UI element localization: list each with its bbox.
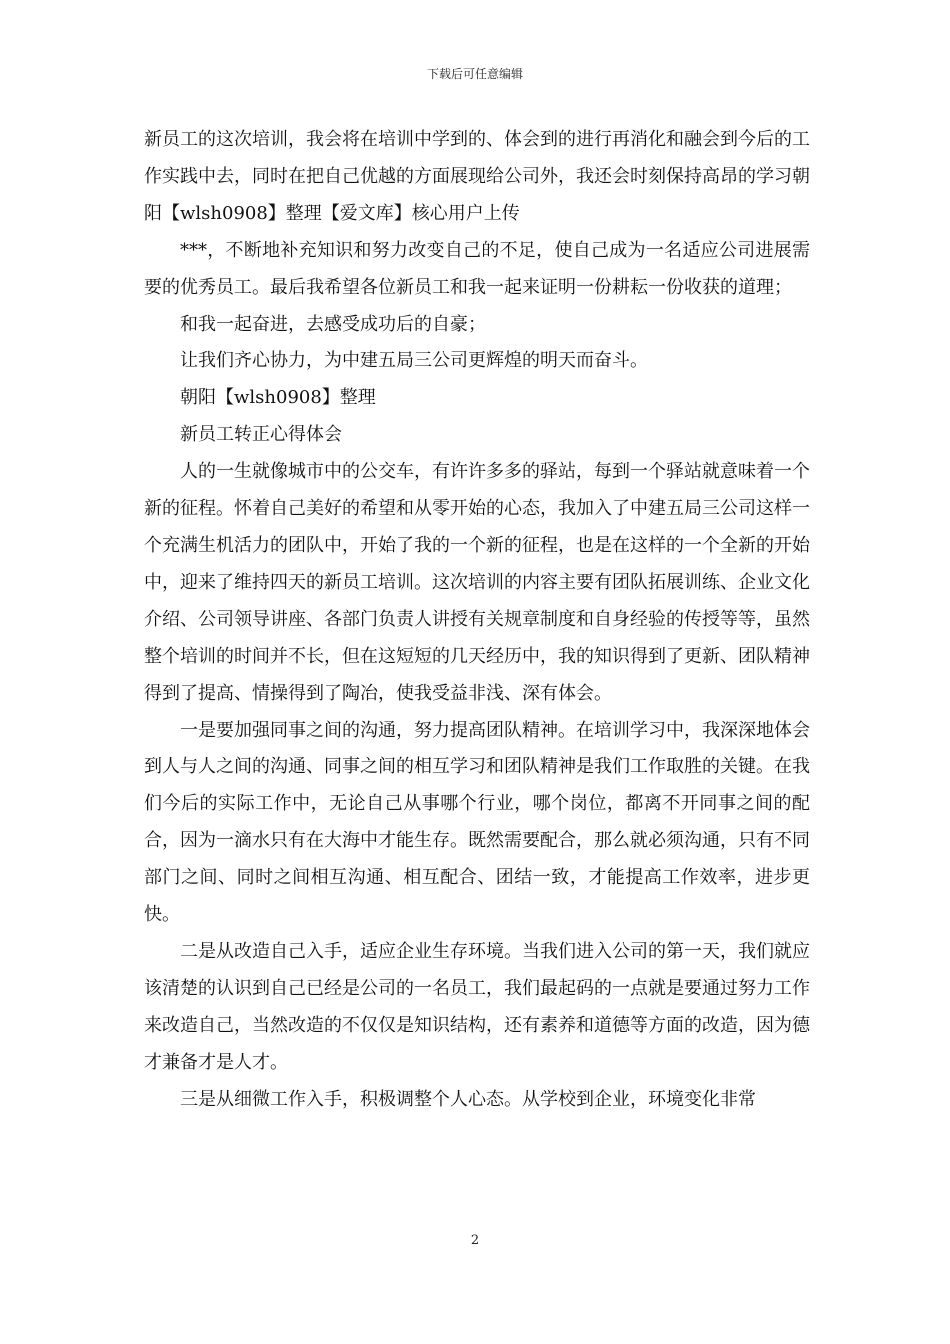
section-title: 新员工转正心得体会 [180, 424, 342, 446]
paragraph-9: 二是从改造自己入手，适应企业生存环境。当我们进入公司的第一天，我们就应该清楚的认识到自己已经是公司的一名员工，我们最起码的一点就是要通过努力工作来改造自己，当然改造的不仅仅是知识结构，还有素养和道德等方面的改造，因为德才兼备才是人才。 [144, 940, 810, 1073]
paragraph-1: 新员工的这次培训，我会将在培训中学到的、体会到的进行再消化和融会到今后的工作实践中去，同时在把自己优越的方面展现给公司外，我还会时刻保持高昂的学习朝阳【wlsh0908】整理【爱文库】核心用户上传 [144, 129, 810, 224]
document-body [144, 122, 810, 1118]
paragraph-10: 三是从细微工作入手，积极调整个人心态。从学校到企业，环境变化非常 [180, 1088, 756, 1110]
page-header-note: 下载后可任意编辑 [426, 67, 523, 81]
paragraph-8: 一是要加强同事之间的沟通，努力提高团队精神。在培训学习中，我深深地体会到人与人之间的沟通、同事之间的相互学习和团队精神是我们工作取胜的关键。在我们今后的实际工作中，无论自己从事哪个行业，哪个岗位，都离不开同事之间的配合，因为一滴水只有在大海中才能生存。既然需要配合，那么就必须沟通，只有不同部门之间、同时之间相互沟通、相互配合、团结一致，才能提高工作效率，进步更快。 [144, 719, 810, 926]
page-number: 2 [470, 1233, 480, 1248]
paragraph-2: ***，不断地补充知识和努力改变自己的不足，使自己成为一名适应公司进展需要的优秀员工。最后我希望各位新员工和我一起来证明一份耕耘一份收获的道理； [144, 239, 810, 298]
paragraph-5: 朝阳【wlsh0908】整理 [180, 387, 376, 409]
paragraph-7: 人的一生就像城市中的公交车，有许许多多的驿站，每到一个驿站就意味着一个新的征程。怀着自己美好的希望和从零开始的心态，我加入了中建五局三公司这样一个充满生机活力的团队中，开始了我的一个新的征程，也是在这样的一个全新的开始中，迎来了维持四天的新员工培训。这次培训的内容主要有团队拓展训练、企业文化介绍、公司领导讲座、各部门负责人讲授有关规章制度和自身经验的传授等等，虽然整个培训的时间并不长，但在这短短的几天经历中，我的知识得到了更新、团队精神得到了提高、情操得到了陶冶，使我受益非浅、深有体会。 [144, 461, 810, 704]
paragraph-3: 和我一起奋进，去感受成功后的自豪； [180, 313, 486, 335]
paragraph-4: 让我们齐心协力，为中建五局三公司更辉煌的明天而奋斗。 [180, 350, 648, 372]
